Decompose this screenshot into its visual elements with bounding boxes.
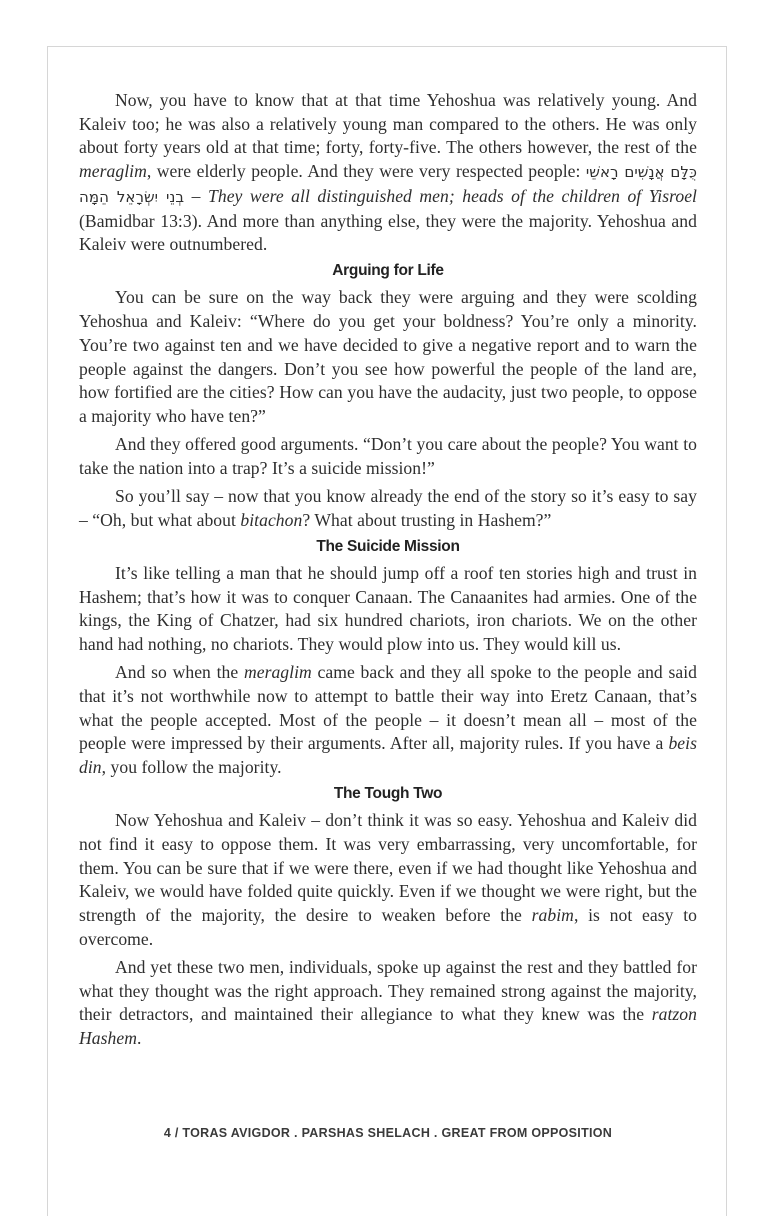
italic-text: meraglim <box>79 161 147 182</box>
paragraph <box>79 433 697 480</box>
text-run: ? What about trusting in Hashem?” <box>302 509 552 530</box>
italic-text: ratzon Hashem <box>79 1004 697 1049</box>
page-body <box>79 89 697 1055</box>
text-run: And so when the <box>115 662 244 683</box>
paragraph <box>79 956 697 1051</box>
italic-text: bitachon <box>240 509 303 530</box>
section-heading: The Suicide Mission <box>316 537 460 555</box>
text-run: – <box>184 185 209 206</box>
italic-text: rabim <box>531 905 574 926</box>
text-run: It’s like telling a man that he should jump off a roof ten stories high and trust in Hashem; that’s how it was to conquer Canaan. The Canaanites had armies. One of the kings, the King of Chatzer, had six hundred chariots, iron chariots. We on the other hand had nothing, no chariots. They would plow into us. They would kill us. <box>79 562 697 655</box>
text-run: You can be sure on the way back they were arguing and they were scolding Yehoshua and Kaleiv: “Where do you get your boldness? You’re only a minority. You’re two against ten and we have decided to give a negative report and to warn the people against the dangers. Don’t you see how powerful the people of the land are, how fortified are the cities? How can you have the audacity, just two people, to oppose a majority who have ten?” <box>79 287 697 426</box>
text-run: (Bamidbar 13:3). And more than anything else, they were the majority. Yehoshua and Kaleiv were outnumbered. <box>79 210 697 255</box>
paragraph <box>79 485 697 532</box>
section-heading: Arguing for Life <box>332 262 444 280</box>
italic-text: beis din <box>79 733 697 778</box>
text-run: And they offered good arguments. “Don’t you care about the people? You want to take the nation into a trap? It’s a suicide mission!” <box>79 434 697 478</box>
section-heading: The Tough Two <box>333 785 443 803</box>
text-run: , you follow the majority. <box>101 757 282 778</box>
paragraph <box>79 809 697 951</box>
italic-text: meraglim <box>243 662 312 683</box>
italic-text: They were all distinguished men; heads of the children of Yisroel <box>208 185 697 206</box>
text-run: Now Yehoshua and Kaleiv – don’t think it was so easy. Yehoshua and Kaleiv did not find it easy to oppose them. It was very embarrassing, very uncomfortable, for them. You can be sure that if we were there, even if we had thought like Yehoshua and Kaleiv, we would have folded quite quickly. Even if we thought we were right, but the strength of the majority, the desire to weaken before the <box>79 810 697 926</box>
text-run: came back and they all spoke to the people and said that it’s not worthwhile now to attempt to battle their way into Eretz Canaan, that’s what the people accepted. Most of the people – it doesn’t mean all – most of the people were impressed by their arguments. After all, majority rules. If you have a <box>79 662 697 754</box>
text-run: , is not easy to overcome. <box>79 905 697 949</box>
text-run: , were elderly people. And they were very respected people: <box>146 161 586 182</box>
text-run: Now, you have to know that at that time Yehoshua was relatively young. And Kaleiv too; he was also a relatively young man compared to the others. He was only about forty years old at that time; forty, forty-five. The others however, the rest of the <box>79 90 697 158</box>
text-run: So you’ll say – now that you know already the end of the story so it’s easy to say – “Oh, but what about <box>79 486 697 530</box>
text-run: . <box>136 1028 142 1049</box>
running-footer: 4 / TORAS AVIGDOR . PARSHAS SHELACH . GREAT FROM OPPOSITION <box>163 1126 613 1140</box>
paragraph <box>79 661 697 780</box>
paragraph <box>79 562 697 657</box>
paragraph <box>79 286 697 428</box>
hebrew-quote: כֻּלָּם אֲנָשִׁים רָאשֵׁי בְנֵי יִשְׂרָאֵל הֵמָּה <box>79 163 697 206</box>
text-run: And yet these two men, individuals, spoke up against the rest and they battled for what they thought was the right approach. They remained strong against the majority, their detractors, and maintained their allegiance to what they knew was the <box>79 957 697 1025</box>
paragraph <box>79 89 697 257</box>
